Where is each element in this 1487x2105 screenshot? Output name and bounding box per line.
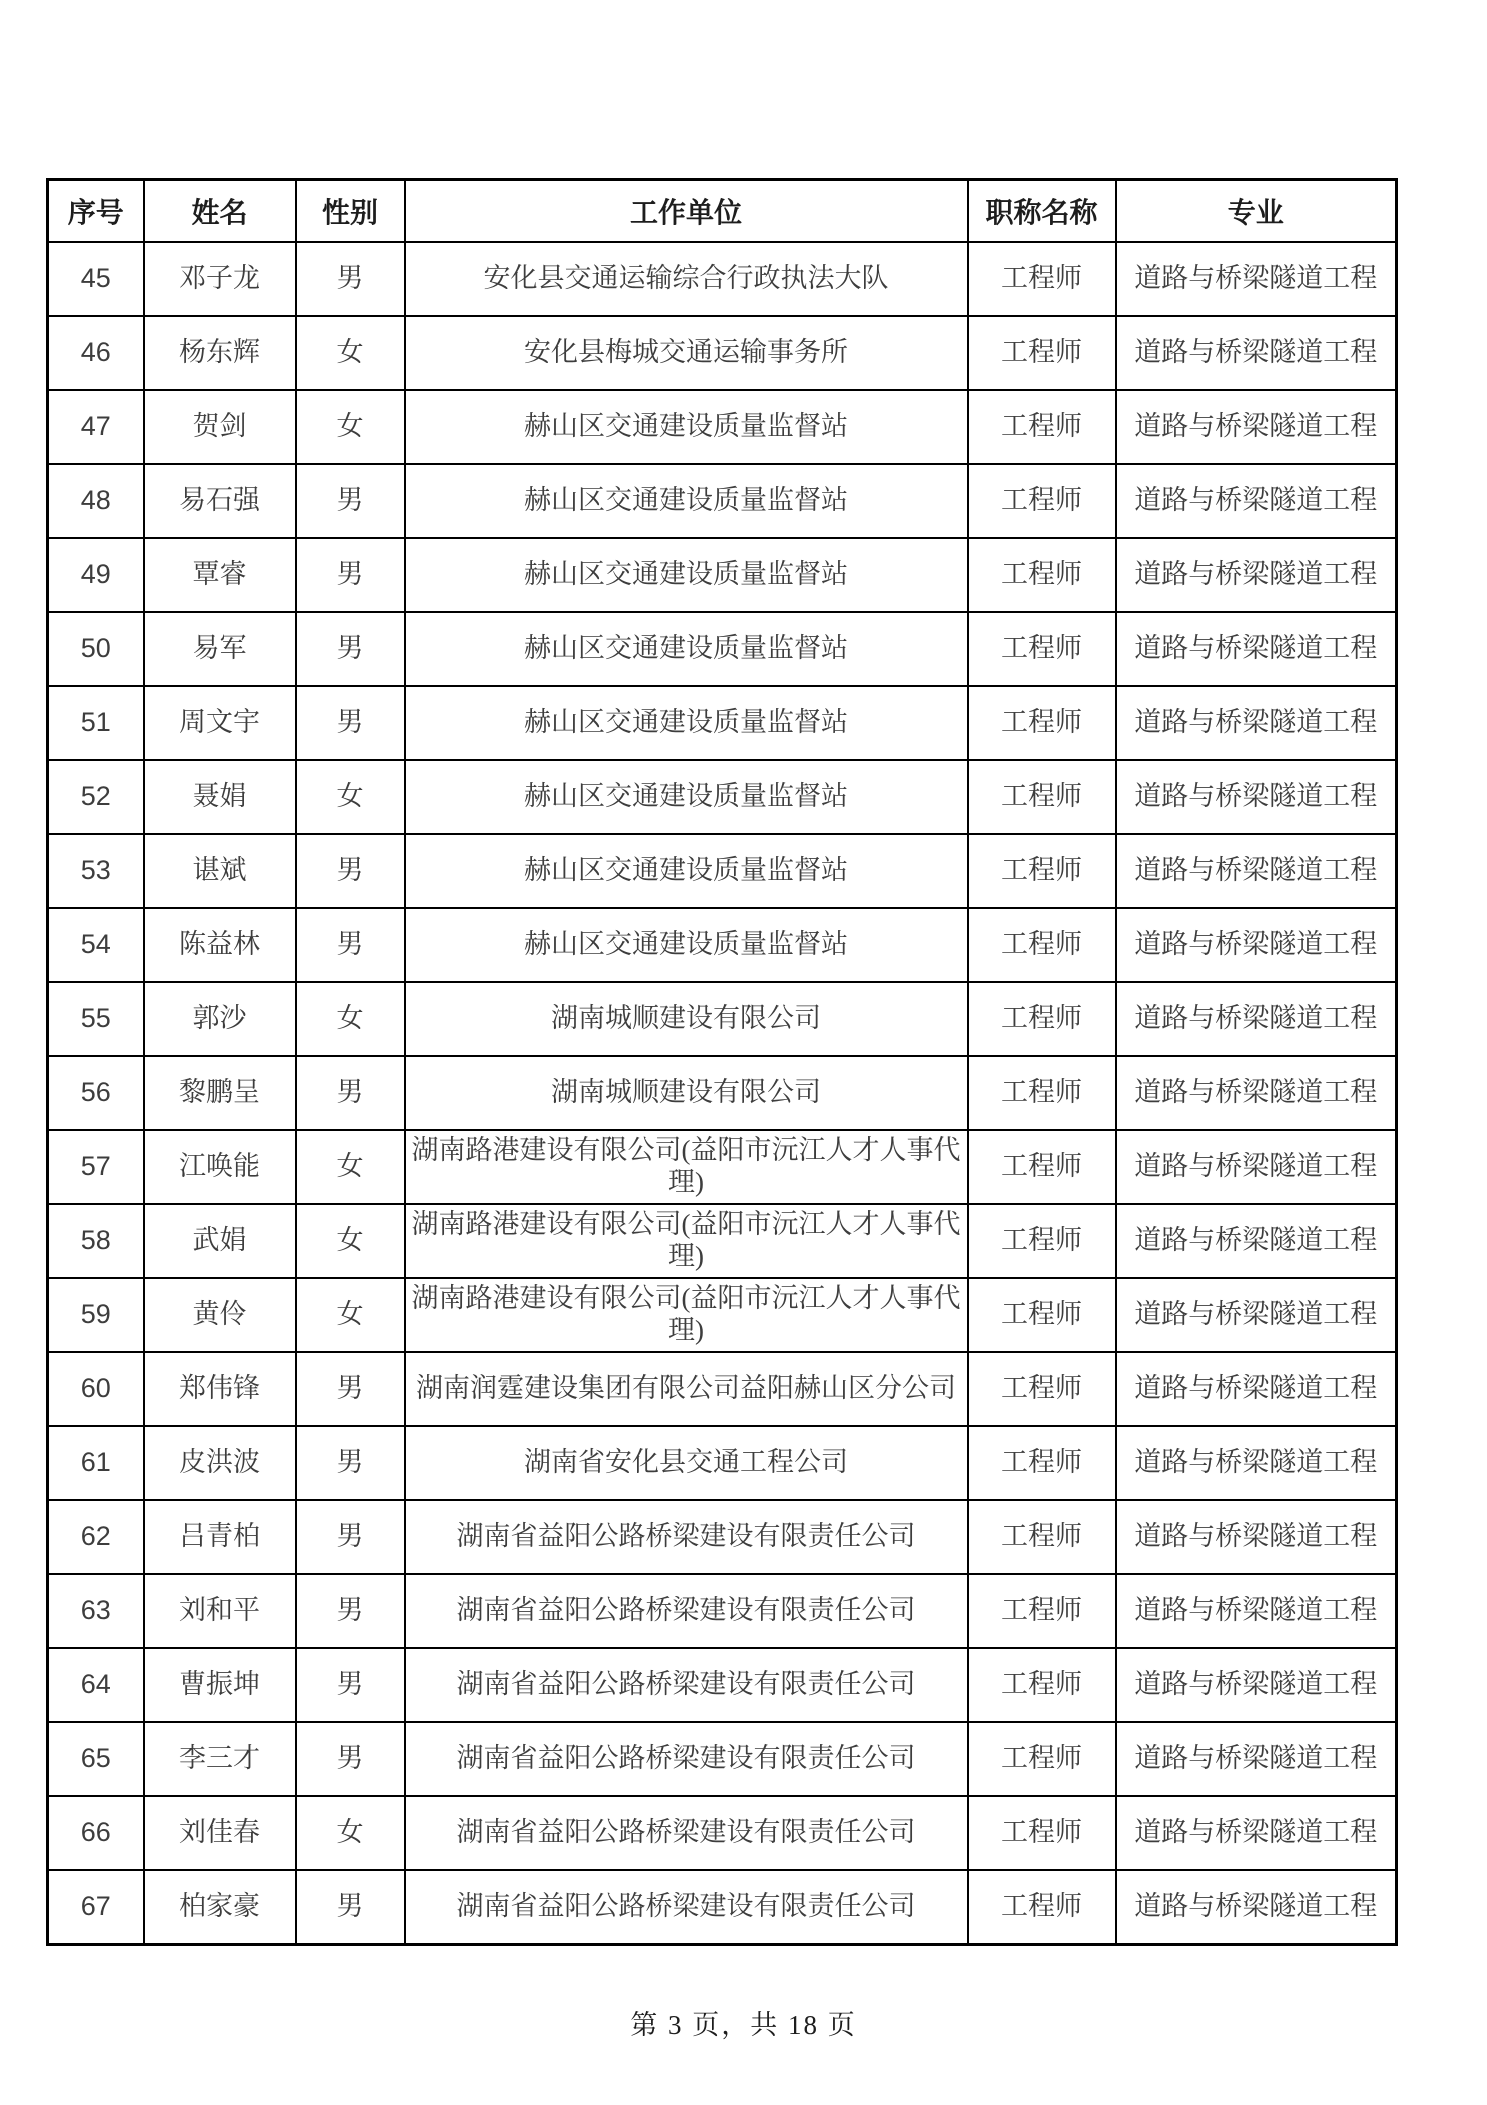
cell-title-name: 工程师 <box>968 464 1116 538</box>
cell-major: 道路与桥梁隧道工程 <box>1116 982 1397 1056</box>
cell-serial: 60 <box>48 1352 144 1426</box>
cell-name: 聂娟 <box>144 760 296 834</box>
cell-work-unit: 赫山区交通建设质量监督站 <box>405 538 968 612</box>
cell-serial: 49 <box>48 538 144 612</box>
cell-name: 覃睿 <box>144 538 296 612</box>
cell-title-name: 工程师 <box>968 982 1116 1056</box>
cell-name: 刘和平 <box>144 1574 296 1648</box>
table-row <box>48 1352 1397 1426</box>
cell-serial: 45 <box>48 242 144 316</box>
cell-gender: 男 <box>296 1056 405 1130</box>
cell-serial: 66 <box>48 1796 144 1870</box>
cell-gender: 女 <box>296 1130 405 1204</box>
cell-gender: 男 <box>296 1574 405 1648</box>
cell-name: 谌斌 <box>144 834 296 908</box>
cell-serial: 54 <box>48 908 144 982</box>
table-row <box>48 1500 1397 1574</box>
cell-name: 邓子龙 <box>144 242 296 316</box>
table-row <box>48 242 1397 316</box>
cell-gender: 男 <box>296 1500 405 1574</box>
cell-major: 道路与桥梁隧道工程 <box>1116 686 1397 760</box>
table-row <box>48 686 1397 760</box>
cell-work-unit: 湖南路港建设有限公司(益阳市沅江人才人事代理) <box>405 1204 968 1278</box>
cell-gender: 男 <box>296 1722 405 1796</box>
cell-serial: 67 <box>48 1870 144 1945</box>
header-row <box>48 180 1397 243</box>
cell-major: 道路与桥梁隧道工程 <box>1116 1648 1397 1722</box>
table-row <box>48 1204 1397 1278</box>
cell-title-name: 工程师 <box>968 390 1116 464</box>
cell-title-name: 工程师 <box>968 1130 1116 1204</box>
cell-work-unit: 赫山区交通建设质量监督站 <box>405 908 968 982</box>
cell-gender: 男 <box>296 538 405 612</box>
cell-title-name: 工程师 <box>968 1278 1116 1352</box>
cell-major: 道路与桥梁隧道工程 <box>1116 1722 1397 1796</box>
cell-serial: 65 <box>48 1722 144 1796</box>
cell-gender: 男 <box>296 834 405 908</box>
cell-work-unit: 湖南省益阳公路桥梁建设有限责任公司 <box>405 1796 968 1870</box>
cell-gender: 男 <box>296 1648 405 1722</box>
cell-gender: 女 <box>296 390 405 464</box>
cell-major: 道路与桥梁隧道工程 <box>1116 1574 1397 1648</box>
header-cell-major: 专业 <box>1116 180 1397 243</box>
cell-work-unit: 湖南省益阳公路桥梁建设有限责任公司 <box>405 1500 968 1574</box>
cell-gender: 女 <box>296 1796 405 1870</box>
header-cell-work-unit: 工作单位 <box>405 180 968 243</box>
cell-serial: 51 <box>48 686 144 760</box>
cell-major: 道路与桥梁隧道工程 <box>1116 464 1397 538</box>
cell-title-name: 工程师 <box>968 834 1116 908</box>
cell-major: 道路与桥梁隧道工程 <box>1116 316 1397 390</box>
cell-name: 贺剑 <box>144 390 296 464</box>
cell-major: 道路与桥梁隧道工程 <box>1116 390 1397 464</box>
table-body <box>48 242 1397 1945</box>
cell-gender: 女 <box>296 1204 405 1278</box>
table-row <box>48 612 1397 686</box>
cell-work-unit: 赫山区交通建设质量监督站 <box>405 464 968 538</box>
header-cell-serial: 序号 <box>48 180 144 243</box>
table-row <box>48 1056 1397 1130</box>
cell-serial: 55 <box>48 982 144 1056</box>
cell-name: 陈益林 <box>144 908 296 982</box>
cell-work-unit: 安化县交通运输综合行政执法大队 <box>405 242 968 316</box>
cell-title-name: 工程师 <box>968 1574 1116 1648</box>
cell-work-unit: 赫山区交通建设质量监督站 <box>405 612 968 686</box>
cell-work-unit: 湖南省益阳公路桥梁建设有限责任公司 <box>405 1648 968 1722</box>
cell-gender: 女 <box>296 760 405 834</box>
cell-major: 道路与桥梁隧道工程 <box>1116 1500 1397 1574</box>
cell-major: 道路与桥梁隧道工程 <box>1116 1796 1397 1870</box>
cell-title-name: 工程师 <box>968 316 1116 390</box>
cell-serial: 47 <box>48 390 144 464</box>
cell-title-name: 工程师 <box>968 1796 1116 1870</box>
cell-major: 道路与桥梁隧道工程 <box>1116 612 1397 686</box>
cell-title-name: 工程师 <box>968 1870 1116 1945</box>
cell-serial: 58 <box>48 1204 144 1278</box>
cell-name: 柏家豪 <box>144 1870 296 1945</box>
cell-name: 郑伟锋 <box>144 1352 296 1426</box>
cell-title-name: 工程师 <box>968 760 1116 834</box>
cell-serial: 62 <box>48 1500 144 1574</box>
cell-gender: 男 <box>296 242 405 316</box>
cell-major: 道路与桥梁隧道工程 <box>1116 1426 1397 1500</box>
cell-serial: 57 <box>48 1130 144 1204</box>
cell-title-name: 工程师 <box>968 612 1116 686</box>
cell-serial: 52 <box>48 760 144 834</box>
cell-title-name: 工程师 <box>968 1722 1116 1796</box>
cell-work-unit: 赫山区交通建设质量监督站 <box>405 686 968 760</box>
cell-title-name: 工程师 <box>968 1204 1116 1278</box>
cell-major: 道路与桥梁隧道工程 <box>1116 908 1397 982</box>
cell-gender: 男 <box>296 908 405 982</box>
cell-work-unit: 湖南省安化县交通工程公司 <box>405 1426 968 1500</box>
cell-gender: 女 <box>296 316 405 390</box>
table-row <box>48 982 1397 1056</box>
cell-name: 周文宇 <box>144 686 296 760</box>
table-row <box>48 538 1397 612</box>
table-row <box>48 1722 1397 1796</box>
cell-work-unit: 湖南省益阳公路桥梁建设有限责任公司 <box>405 1870 968 1945</box>
cell-gender: 女 <box>296 982 405 1056</box>
cell-major: 道路与桥梁隧道工程 <box>1116 760 1397 834</box>
cell-serial: 56 <box>48 1056 144 1130</box>
table-row <box>48 1796 1397 1870</box>
table-row <box>48 1870 1397 1945</box>
table-row <box>48 760 1397 834</box>
table-row <box>48 908 1397 982</box>
cell-work-unit: 赫山区交通建设质量监督站 <box>405 390 968 464</box>
cell-major: 道路与桥梁隧道工程 <box>1116 538 1397 612</box>
cell-major: 道路与桥梁隧道工程 <box>1116 1204 1397 1278</box>
header-cell-gender: 性别 <box>296 180 405 243</box>
cell-name: 易军 <box>144 612 296 686</box>
table-row <box>48 834 1397 908</box>
table-header <box>48 180 1397 243</box>
cell-gender: 男 <box>296 612 405 686</box>
table-row <box>48 1648 1397 1722</box>
personnel-table <box>46 178 1398 1946</box>
cell-name: 杨东辉 <box>144 316 296 390</box>
cell-gender: 女 <box>296 1278 405 1352</box>
cell-serial: 48 <box>48 464 144 538</box>
cell-name: 皮洪波 <box>144 1426 296 1500</box>
cell-name: 黄伶 <box>144 1278 296 1352</box>
table-row <box>48 316 1397 390</box>
cell-name: 吕青柏 <box>144 1500 296 1574</box>
cell-name: 李三才 <box>144 1722 296 1796</box>
cell-work-unit: 湖南省益阳公路桥梁建设有限责任公司 <box>405 1722 968 1796</box>
cell-serial: 50 <box>48 612 144 686</box>
cell-work-unit: 湖南城顺建设有限公司 <box>405 1056 968 1130</box>
cell-serial: 63 <box>48 1574 144 1648</box>
cell-title-name: 工程师 <box>968 686 1116 760</box>
cell-major: 道路与桥梁隧道工程 <box>1116 1870 1397 1945</box>
table-row <box>48 1426 1397 1500</box>
cell-serial: 64 <box>48 1648 144 1722</box>
cell-gender: 男 <box>296 686 405 760</box>
cell-gender: 男 <box>296 464 405 538</box>
cell-work-unit: 赫山区交通建设质量监督站 <box>405 834 968 908</box>
cell-name: 曹振坤 <box>144 1648 296 1722</box>
cell-name: 郭沙 <box>144 982 296 1056</box>
cell-major: 道路与桥梁隧道工程 <box>1116 1056 1397 1130</box>
cell-name: 刘佳春 <box>144 1796 296 1870</box>
cell-major: 道路与桥梁隧道工程 <box>1116 834 1397 908</box>
cell-gender: 男 <box>296 1426 405 1500</box>
cell-name: 江唤能 <box>144 1130 296 1204</box>
cell-name: 黎鹏呈 <box>144 1056 296 1130</box>
table-row <box>48 464 1397 538</box>
cell-major: 道路与桥梁隧道工程 <box>1116 242 1397 316</box>
cell-serial: 59 <box>48 1278 144 1352</box>
cell-name: 易石强 <box>144 464 296 538</box>
table-row <box>48 1278 1397 1352</box>
cell-major: 道路与桥梁隧道工程 <box>1116 1352 1397 1426</box>
cell-work-unit: 湖南省益阳公路桥梁建设有限责任公司 <box>405 1574 968 1648</box>
cell-major: 道路与桥梁隧道工程 <box>1116 1278 1397 1352</box>
table-row <box>48 1574 1397 1648</box>
header-cell-name: 姓名 <box>144 180 296 243</box>
cell-title-name: 工程师 <box>968 908 1116 982</box>
cell-title-name: 工程师 <box>968 1352 1116 1426</box>
cell-title-name: 工程师 <box>968 1056 1116 1130</box>
cell-work-unit: 湖南润霆建设集团有限公司益阳赫山区分公司 <box>405 1352 968 1426</box>
cell-title-name: 工程师 <box>968 1500 1116 1574</box>
cell-title-name: 工程师 <box>968 242 1116 316</box>
cell-work-unit: 湖南路港建设有限公司(益阳市沅江人才人事代理) <box>405 1130 968 1204</box>
cell-title-name: 工程师 <box>968 538 1116 612</box>
cell-serial: 61 <box>48 1426 144 1500</box>
cell-title-name: 工程师 <box>968 1426 1116 1500</box>
cell-title-name: 工程师 <box>968 1648 1116 1722</box>
cell-work-unit: 湖南路港建设有限公司(益阳市沅江人才人事代理) <box>405 1278 968 1352</box>
cell-serial: 46 <box>48 316 144 390</box>
cell-serial: 53 <box>48 834 144 908</box>
cell-gender: 男 <box>296 1352 405 1426</box>
cell-work-unit: 湖南城顺建设有限公司 <box>405 982 968 1056</box>
cell-gender: 男 <box>296 1870 405 1945</box>
page-number-footer: 第 3 页，共 18 页 <box>630 2010 857 2040</box>
table-row <box>48 390 1397 464</box>
cell-work-unit: 赫山区交通建设质量监督站 <box>405 760 968 834</box>
cell-name: 武娟 <box>144 1204 296 1278</box>
table-row <box>48 1130 1397 1204</box>
cell-major: 道路与桥梁隧道工程 <box>1116 1130 1397 1204</box>
cell-work-unit: 安化县梅城交通运输事务所 <box>405 316 968 390</box>
header-cell-title-name: 职称名称 <box>968 180 1116 243</box>
